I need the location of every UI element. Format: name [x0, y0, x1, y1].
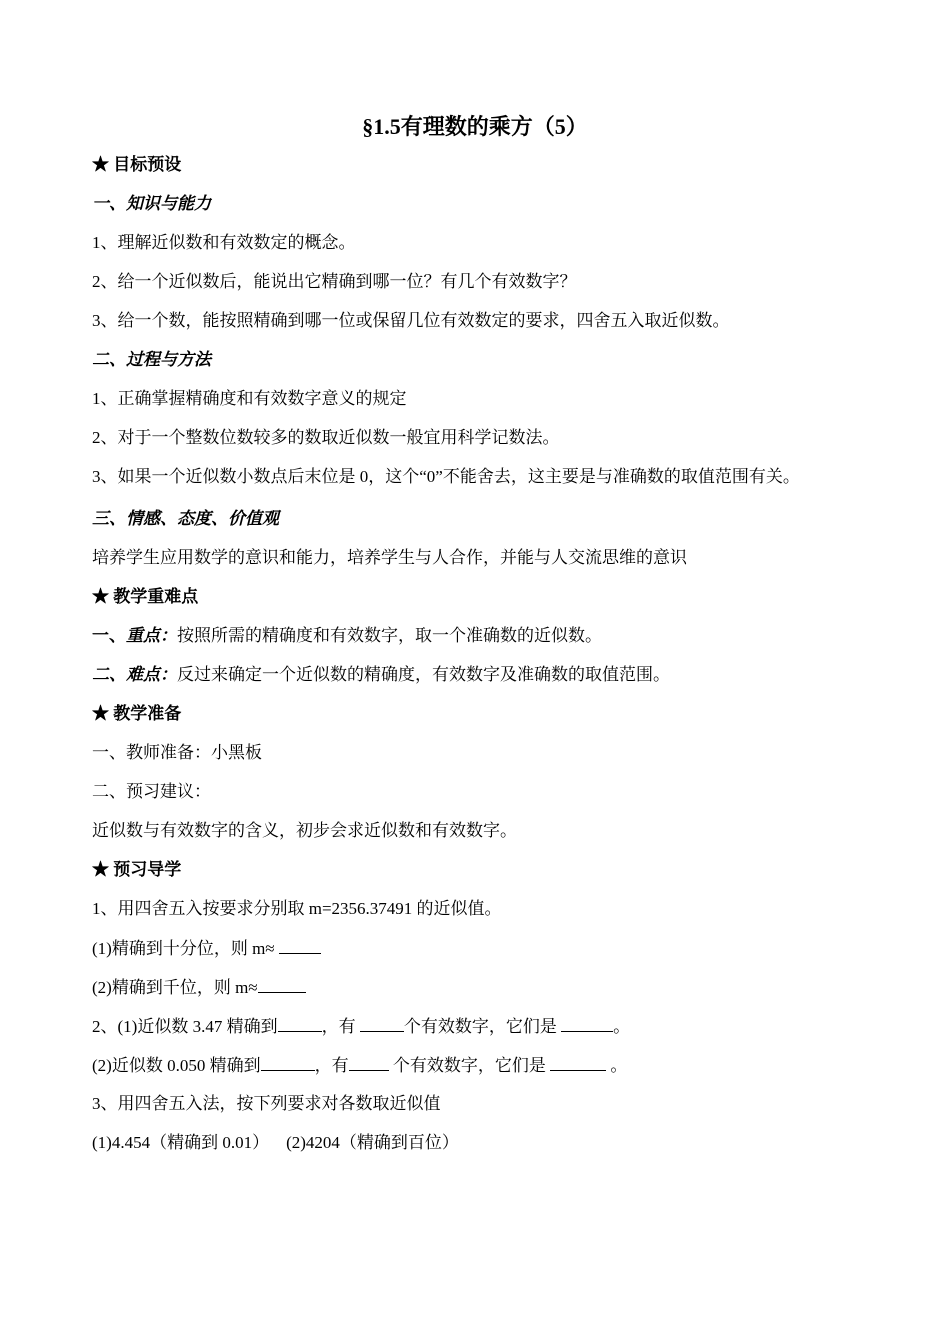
difficult-text: 反过来确定一个近似数的精确度，有效数字及准确数的取值范围。 [177, 665, 670, 684]
answer-blank[interactable] [258, 974, 306, 993]
question-2b-text-4: 。 [606, 1056, 628, 1075]
question-2b-text-3: 个有效数字，它们是 [388, 1056, 551, 1075]
difficult-prefix: 二、 [92, 665, 126, 684]
answer-blank[interactable] [261, 1052, 315, 1071]
question-1: 1、用四舍五入按要求分别取 m=2356.37491 的近似值。 [92, 899, 502, 918]
prep-item-3: 近似数与有效数字的含义，初步会求近似数和有效数字。 [92, 821, 517, 840]
knowledge-item-1: 1、理解近似数和有效数定的概念。 [92, 233, 356, 252]
knowledge-item-3: 3、给一个数，能按照精确到哪一位或保留几位有效数定的要求，四舍五入取近似数。 [92, 311, 730, 330]
question-2a-text-4: 。 [613, 1017, 631, 1036]
question-3a: (1)4.454（精确到 0.01） (2)4204（精确到百位） [92, 1133, 459, 1152]
page-title: §1.5有理数的乘方（5） [362, 114, 588, 139]
key-point-prefix: 一、 [92, 626, 126, 645]
process-item-3: 3、如果一个近似数小数点后末位是 0，这个“0”不能舍去，这主要是与准确数的取值范围有关。 [92, 467, 800, 486]
prep-item-1: 一、教师准备：小黑板 [92, 743, 262, 762]
difficult-point-line [92, 662, 872, 701]
question-2b [92, 1052, 872, 1091]
question-2a-text-3: 个有效数字，它们是 [403, 1017, 562, 1036]
document-body [92, 152, 872, 1169]
question-1a-text: (1)精确到十分位，则 m≈ [92, 939, 279, 958]
values-text: 培养学生应用数学的意识和能力，培养学生与人合作，并能与人交流思维的意识 [92, 548, 687, 567]
prep-heading: ★ 教学准备 [92, 704, 182, 723]
process-item-1: 1、正确掌握精确度和有效数字意义的规定 [92, 389, 407, 408]
question-1b [92, 974, 872, 1013]
key-point-label: 重点： [126, 626, 177, 645]
answer-blank[interactable] [278, 1013, 322, 1032]
answer-blank[interactable] [349, 1052, 389, 1071]
answer-blank[interactable] [561, 1013, 613, 1032]
question-2a-text-1: 2、(1)近似数 3.47 精确到 [92, 1017, 278, 1036]
key-point-line [92, 623, 872, 662]
difficult-label: 难点： [126, 665, 177, 684]
question-2a-text-2: ，有 [321, 1017, 360, 1036]
process-item-2: 2、对于一个整数位数较多的数取近似数一般宜用科学记数法。 [92, 428, 560, 447]
key-point-text: 按照所需的精确度和有效数字，取一个准确数的近似数。 [177, 626, 602, 645]
question-3: 3、用四舍五入法，按下列要求对各数取近似值 [92, 1094, 441, 1113]
process-heading: 二、过程与方法 [92, 350, 211, 369]
preview-heading: ★ 预习导学 [92, 860, 182, 879]
question-2b-text-2: ，有 [314, 1056, 349, 1075]
answer-blank[interactable] [550, 1052, 606, 1071]
prep-item-2: 二、预习建议： [92, 782, 211, 801]
answer-blank[interactable] [360, 1013, 404, 1032]
answer-blank[interactable] [279, 935, 321, 954]
question-2b-text-1: (2)近似数 0.050 精确到 [92, 1056, 261, 1075]
knowledge-item-2: 2、给一个近似数后，能说出它精确到哪一位？有几个有效数字？ [92, 272, 577, 291]
goals-heading: ★ 目标预设 [92, 155, 182, 174]
question-2a [92, 1013, 872, 1052]
question-1b-text: (2)精确到千位，则 m≈ [92, 978, 258, 997]
values-heading: 三、情感、态度、价值观 [92, 509, 279, 528]
question-1a [92, 935, 872, 974]
knowledge-heading: 一、知识与能力 [92, 194, 211, 213]
key-difficulty-heading: ★ 教学重难点 [92, 587, 199, 606]
